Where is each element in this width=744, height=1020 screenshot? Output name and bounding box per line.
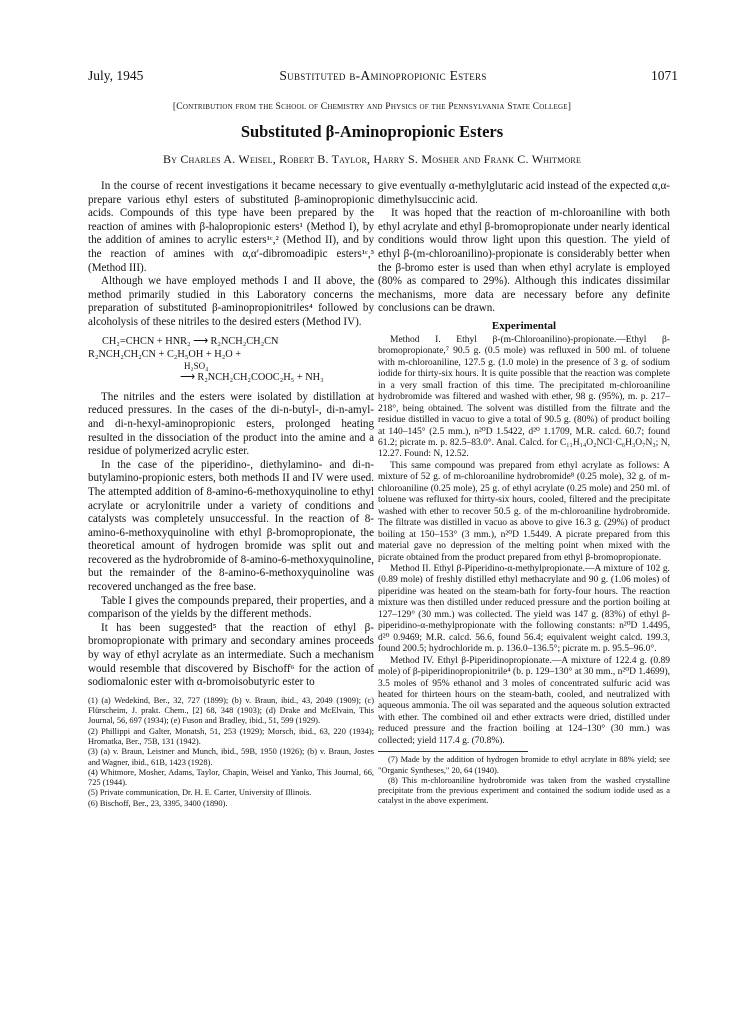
equation-line: ⟶ R₂NCH₂CH₂COOC₂H₅ + NH₃ (180, 372, 324, 384)
paragraph: give eventually α-methylglutaric acid instead of the expected α,α-dimethylsuccinic acid. (378, 180, 670, 206)
reaction-equations (88, 335, 374, 385)
footnote: (7) Made by the addition of hydrogen bromide to ethyl acrylate in 88% yield; see "Organic Syntheses," 20, 64 (1940). (378, 755, 670, 775)
footnote-divider (378, 751, 528, 752)
paragraph: Table I gives the compounds prepared, their properties, and a comparison of the yields by the different methods. (88, 594, 374, 621)
article-title: Substituted β-Aminopropionic Esters (240, 122, 504, 141)
running-title: Substituted β-Aminopropionic Esters (279, 68, 487, 83)
footnote: (5) Private communication, Dr. H. E. Carter, University of Illinois. (88, 788, 312, 798)
paragraph: Although we have employed methods I and II above, the method primarily studied in this Laboratory concerns the preparation of substituted β-aminopropionitriles⁴ followed by alcoholysis of these nitriles to the desired esters (Method IV). (88, 275, 374, 328)
paragraph: In the case of the piperidino-, diethylamino- and di-n-butylamino-propionic esters, both methods II and IV were used. The attempted addition of 8-amino-6-methoxyquinoline to ethyl acrylate or acrylonitrile under a variety of conditions and catalysts was completely unsuccessful. In the reaction of 8-amino-6-methoxyquinoline with ethyl β-bromopropionate, the theoretical amount of hydrogen bromide was split out and recovered as the hydrobromide of 8-amino-6-methoxyquinoline, but the remainder of the 8-amino-6-methoxyquinoline was recovered unchanged as the free base. (88, 458, 374, 594)
right-column (378, 180, 670, 807)
section-heading: Experimental (491, 319, 557, 332)
contribution-line: [Contribution from the School of Chemistry and Physics of the Pennsylvania State College] (172, 101, 572, 112)
footnote: (4) Whitmore, Mosher, Adams, Taylor, Chapin, Weisel and Yanko, This Journal, 66, 725 (1944). (88, 767, 374, 788)
method-paragraph: Method IV. Ethyl β-Piperidinopropionate.—A mixture of 122.4 g. (0.89 mole) of β-piperidinopropionitrile⁴ (b. p. 129–130° at 30 mm., n²⁰D 1.4699), 3.5 moles of 95% ethanol and 3 moles of concentrated sulfuric acid was heated for thirteen hours on the steam-bath, cooled, and neutralized with aqueous ammonia. The oil was separated and the aqueous solution extracted with ether. The combined oil and ether extracts were dried, distilled under reduced pressure and the fraction boiling at 124–130° (30 mm.) was collected; yield 117.4 g. (70.8%). (378, 655, 670, 746)
equation-line: R₂NCH₂CH₂CN + C₂H₅OH + H₂O + (88, 348, 242, 360)
footnote: (6) Bischoff, Ber., 23, 3395, 3400 (1890). (88, 798, 228, 808)
paragraph: It was hoped that the reaction of m-chloroaniline with both ethyl acrylate and ethyl β-bromopropionate under nearly identical conditions would throw light upon this question. The yield of ethyl β-(m-chloroanilino)-propionate is considerably better when the β-bromo ester is used than when ethyl acrylate is employed (80% as compared to 29%). Although this indicates dissimilar mechanisms, more data are necessary before any definite conclusions can be drawn. (378, 207, 670, 315)
footnote: (3) (a) v. Braun, Leistner and Munch, ibid., 59B, 1950 (1926); (b) v. Braun, Jostes and Wagner, ibid., 61B, 1423 (1928). (88, 747, 374, 767)
footnote: (2) Phillippi and Galter, Monatsh, 51, 253 (1929); Morsch, ibid., 63, 220 (1934); Hromatka, Ber., 75B, 131 (1942). (88, 726, 374, 746)
method-paragraph: Method I. Ethyl β-(m-Chloroanilino)-propionate.—Ethyl β-bromopropionate,⁷ 90.5 g. (0.5 mole) was refluxed in 500 ml. of toluene with m-chloroaniline, 127.5 g. (1.0 mole) in the presence of 3 g. of sodium iodide for thirty-six hours. It is quite possible that the reaction was complete in a very small fraction of this time. The precipitated m-chloroaniline hydrobromide was filtered and washed with ether, 98 g. (95%), m. p. 217–218°, being obtained. The solvent was distilled from the filtrate and the residue distilled in vacuo to give a total of 90.5 g. (80%) of product boiling at 140–145° (2.5 mm.), n²⁰D 1.5422, d²⁰ 1.1709, M.R. calcd. 60.7; found 61.2; picrate m. p. 82.5–83.0°. Anal. Calcd. for C₁₁H₁₄O₂NCl·C₆H₃O₇N₃; N, 12.27. Found: N, 12.52. (378, 334, 670, 460)
author-byline: By Charles A. Weisel, Robert B. Taylor, Harry S. Mosher and Frank C. Whitmore (162, 152, 582, 166)
footnote: (1) (a) Wedekind, Ber., 32, 727 (1899); (b) v. Braun, ibid., 43, 2049 (1909); (c) Flürscheim, J. prakt. Chem., [2] 68, 348 (1903); (d) Drake and McElvain, This Journal, 56, 697 (1934); (e) Fuson and Bradley, ibid., 51, 599 (1929). (88, 695, 374, 726)
paragraph: It has been suggested⁵ that the reaction of ethyl β-bromopropionate with primary and secondary amines proceeds by way of ethyl acrylate as an intermediate. Such a mechanism would resemble that discovered by Bischoff⁶ for the action of sodiomalonic ester with α-bromoisobutyric ester to (88, 621, 374, 689)
paragraph: The nitriles and the esters were isolated by distillation at reduced pressures. In the cases of the di-n-butyl-, di-n-amyl- and di-n-hexyl-aminopropionic esters, prolonged heating resulted in the dissociation of the product into the amine and a residue of polymerized acrylic ester. (88, 390, 374, 458)
equation-catalyst: H₂SO₄ (184, 361, 209, 372)
equation-line: CH₂=CHCN + HNR₂ ⟶ R₂NCH₂CH₂CN (102, 335, 279, 347)
footnotes (88, 696, 374, 809)
paragraph: In the course of recent investigations it became necessary to prepare various ethyl esters of substituted β-aminopropionic acids. Compounds of this type have been prepared by the reaction of amines with β-halopropionic esters¹ (Method I), by the addition of amines to acrylic esters¹ᶜ,² (Method II), and by the reaction of amines with α,α′-dibromoadipic esters¹ᶜ,³ (Method III). (88, 180, 374, 274)
page-number: 1071 (651, 68, 678, 83)
method-paragraph: This same compound was prepared from ethyl acrylate as follows: A mixture of 52 g. of m-chloroaniline hydrobromide⁸ (0.25 mole), 32 g. of m-chloroaniline (0.25 mole), 25 g. of ethyl acrylate (0.25 mole) and 250 ml. of toluene was refluxed for thirty-six hours, cooled, filtered and the precipitate washed with ether to recover 50.5 g. of the m-chloroaniline hydrobromide. The filtrate was distilled in vacuo as above to give 16.3 g. (29%) of product boiling at 150–153° (3 mm.), n²⁰D 1.5449. A picrate prepared from this material gave no depression of the melting point when mixed with the picrate obtained from the product prepared from ethyl β-bromopropionate. (378, 460, 670, 563)
running-header (88, 68, 678, 84)
method-paragraph: Method II. Ethyl β-Piperidino-α-methylpropionate.—A mixture of 102 g. (0.89 mole) of freshly distilled ethyl methacrylate and 90 g. (1.06 moles) of piperidine was heated on the steam-bath for forty-four hours. The reaction mixture was then distilled under reduced pressure and the portion boiling at 127–129° (30 mm.) was collected. The yield was 147 g. (83%) of ethyl β-piperidino-α-methylpropionate with the following constants: n²⁰D 1.4495, d²⁰ 0.9469; M.R. calcd. 56.6, found 56.4; equivalent weight calcd. 199.3, found 200.5; hydrochloride m. p. 136.0–136.5°; picrate m. p. 95.5–96.0°. (378, 564, 670, 655)
issue-date: July, 1945 (88, 68, 144, 83)
footnote: (8) This m-chloroaniline hydrobromide was taken from the washed crystalline precipitate from the previous experiment and contained the sodium iodide used as a catalyst in the above experiment. (378, 775, 670, 806)
left-column (88, 180, 374, 809)
